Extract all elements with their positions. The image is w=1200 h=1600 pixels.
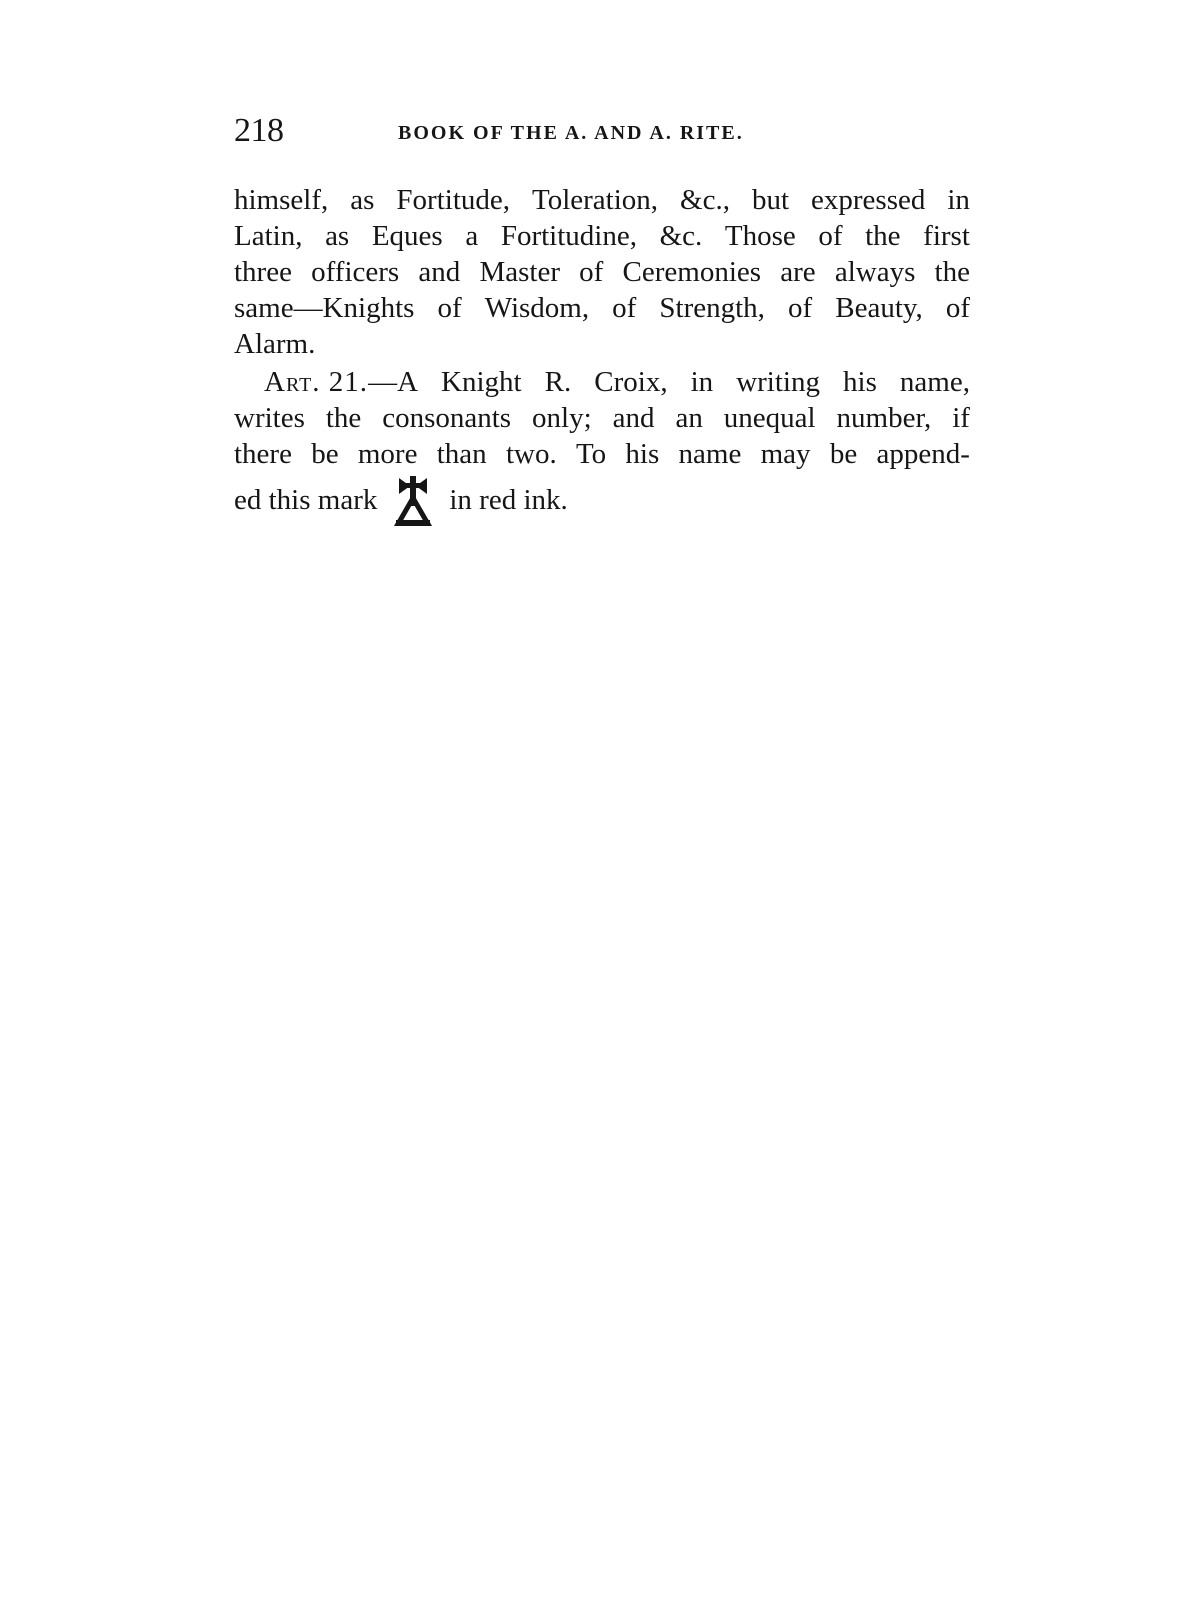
word: Eques	[371, 220, 443, 252]
page-number: 218	[234, 112, 284, 149]
word: Fortitudine,	[500, 220, 637, 252]
paragraph-1-line-4	[234, 290, 970, 326]
word: are	[780, 256, 816, 288]
word: as	[350, 184, 375, 216]
word: Croix,	[594, 366, 668, 398]
paragraph-1-line-3	[234, 254, 970, 290]
word: there	[234, 438, 292, 470]
word: writing	[736, 366, 820, 398]
word: expressed	[811, 184, 926, 216]
word: of	[818, 220, 843, 252]
running-title: BOOK OF THE A. AND A. RITE.	[398, 122, 744, 144]
word: Knight	[441, 366, 522, 398]
word: but	[751, 184, 790, 216]
word: his	[625, 438, 660, 470]
word: Master	[479, 256, 560, 288]
word: as	[325, 220, 350, 252]
word: himself,	[234, 184, 329, 216]
word: same—Knights	[234, 292, 415, 324]
word: his	[843, 366, 877, 398]
word: Strength,	[659, 292, 765, 324]
word: Latin,	[234, 220, 303, 252]
word: officers	[311, 256, 400, 288]
word: always	[834, 256, 916, 288]
word: Beauty,	[835, 292, 923, 324]
word: only;	[532, 402, 592, 434]
word: To	[575, 438, 607, 470]
word: may	[760, 438, 811, 470]
word: in	[947, 184, 970, 216]
paragraph-2-line-4	[234, 474, 970, 526]
body-text	[234, 182, 970, 526]
word: a	[465, 220, 479, 252]
word: first	[923, 220, 970, 252]
running-head	[234, 114, 974, 154]
word: number,	[836, 402, 932, 434]
word: unequal	[723, 402, 816, 434]
word: be	[311, 438, 339, 470]
word: R.	[544, 366, 572, 398]
word: name,	[899, 366, 970, 398]
word: an	[675, 402, 703, 434]
word: and	[418, 256, 461, 288]
mark-line-after: in red ink.	[449, 484, 568, 516]
paragraph-1-line-5: Alarm.	[234, 328, 316, 360]
word: of	[612, 292, 637, 324]
word: more	[357, 438, 418, 470]
word: name	[678, 438, 742, 470]
word: of	[437, 292, 462, 324]
paragraph-2-line-1-text	[368, 364, 970, 400]
word: the	[934, 256, 970, 288]
word: if	[952, 402, 970, 434]
word: writes	[234, 402, 305, 434]
rose-croix-mark-icon	[393, 474, 433, 526]
word: the	[325, 402, 362, 434]
word: the	[865, 220, 901, 252]
paragraph-2-line-2	[234, 400, 970, 436]
word: &c.,	[680, 184, 730, 216]
paragraph-2-line-1	[234, 364, 970, 400]
word: consonants	[382, 402, 512, 434]
word: &c.	[659, 220, 703, 252]
word: two.	[505, 438, 557, 470]
word: Those	[724, 220, 796, 252]
word: three	[234, 256, 292, 288]
word: Fortitude,	[396, 184, 511, 216]
word: than	[436, 438, 487, 470]
word: Toleration,	[532, 184, 659, 216]
paragraph-1-line-2	[234, 218, 970, 254]
paragraph-1-line-1	[234, 182, 970, 218]
word: Wisdom,	[484, 292, 590, 324]
paragraph-2-line-3	[234, 436, 970, 472]
word: be	[829, 438, 858, 470]
word: —A	[368, 366, 419, 398]
mark-line-before: ed this mark	[234, 484, 378, 516]
word: and	[612, 402, 655, 434]
word: in	[690, 366, 714, 398]
word: Ceremonies	[622, 256, 762, 288]
word: of	[945, 292, 970, 324]
word: of	[788, 292, 813, 324]
word: append-	[876, 438, 970, 470]
article-label: Art. 21.	[264, 366, 369, 398]
word: of	[579, 256, 604, 288]
